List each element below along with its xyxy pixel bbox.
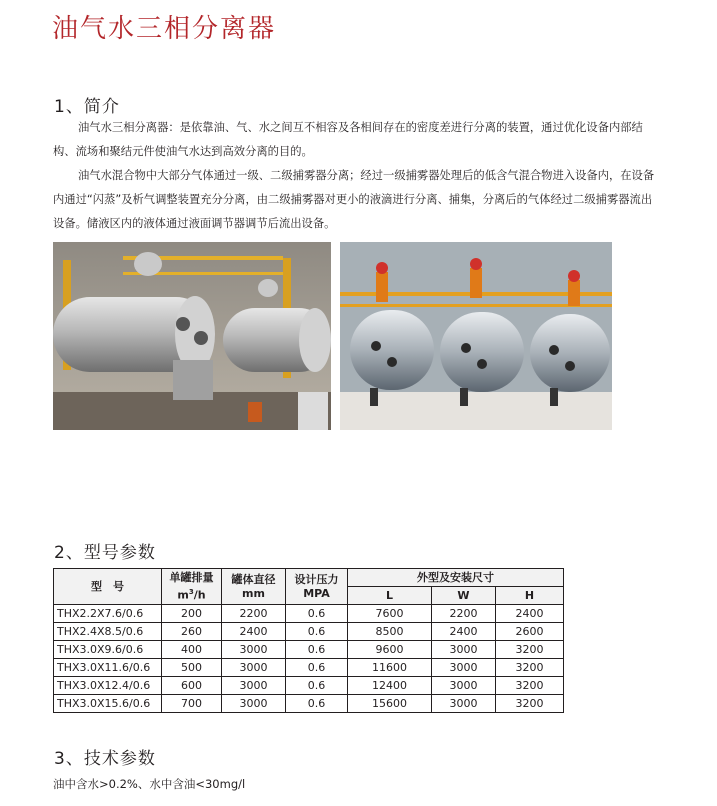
cell-diameter: 2400 [222,623,286,641]
cell-model: THX2.2X7.6/0.6 [54,605,162,623]
cell-flow: 260 [162,623,222,641]
cell-L: 15600 [348,695,432,713]
table-row [54,695,564,713]
cell-model: THX3.0X15.6/0.6 [54,695,162,713]
cell-pressure: 0.6 [286,605,348,623]
cell-flow: 500 [162,659,222,677]
header-flow [162,569,222,605]
header-H: H [496,587,564,605]
cell-W: 3000 [432,695,496,713]
cell-pressure: 0.6 [286,659,348,677]
cell-W: 3000 [432,677,496,695]
cell-W: 3000 [432,641,496,659]
table-row [54,641,564,659]
cell-W: 2400 [432,623,496,641]
cell-W: 2200 [432,605,496,623]
table-row [54,677,564,695]
header-diameter-unit: mm [242,586,265,600]
cell-H: 3200 [496,677,564,695]
separator-photo-2 [340,242,612,430]
header-L: L [348,587,432,605]
separator-photo-2-image [340,242,612,430]
cell-diameter: 2200 [222,605,286,623]
header-diameter-label: 罐体直径 [231,572,276,586]
cell-H: 2400 [496,605,564,623]
header-flow-label: 单罐排量 [169,570,214,584]
model-parameter-table [53,568,564,713]
flow-unit-tail: /h [193,588,206,602]
tech-parameters-text: 油中含水>0.2%、水中含油<30mg/l [53,777,246,791]
table-row [54,659,564,677]
section-heading-models: 2、型号参数 [54,543,156,563]
section-heading-intro: 1、简介 [54,97,120,117]
cell-diameter: 3000 [222,677,286,695]
cell-H: 3200 [496,659,564,677]
cell-flow: 700 [162,695,222,713]
header-dimensions: 外型及安装尺寸 [348,569,564,587]
cell-model: THX3.0X9.6/0.6 [54,641,162,659]
header-pressure [286,569,348,605]
flow-unit-base: m [177,588,189,602]
cell-H: 3200 [496,641,564,659]
cell-L: 7600 [348,605,432,623]
header-model-label: 型 号 [91,579,124,593]
cell-model: THX3.0X12.4/0.6 [54,677,162,695]
cell-model: THX2.4X8.5/0.6 [54,623,162,641]
cell-pressure: 0.6 [286,677,348,695]
cell-pressure: 0.6 [286,623,348,641]
section-heading-tech: 3、技术参数 [54,749,156,769]
header-diameter [222,569,286,605]
intro-paragraph-2 [53,164,663,236]
cell-L: 8500 [348,623,432,641]
cell-L: 9600 [348,641,432,659]
cell-model: THX3.0X11.6/0.6 [54,659,162,677]
cell-flow: 600 [162,677,222,695]
header-W: W [432,587,496,605]
cell-L: 12400 [348,677,432,695]
intro-paragraph-1 [53,116,663,164]
cell-H: 2600 [496,623,564,641]
cell-pressure: 0.6 [286,641,348,659]
intro-paragraph-2-text: 油气水混合物中大部分气体通过一级、二级捕雾器分离；经过一级捕雾器处理后的低含气混合物进入设备内，在设备内通过“闪蒸”及析气调整装置充分分离，由二级捕雾器对更小的液滴进行分离、捕集，分离后的气体经过二级捕雾器流出设备。储液区内的液体通过液面调节器调节后流出设备。 [53,169,655,230]
table-row [54,623,564,641]
cell-W: 3000 [432,659,496,677]
cell-diameter: 3000 [222,659,286,677]
separator-photo-1 [53,242,331,430]
page-title: 油气水三相分离器 [52,14,277,44]
table-row [54,605,564,623]
cell-diameter: 3000 [222,641,286,659]
cell-pressure: 0.6 [286,695,348,713]
separator-photo-1-image [53,242,331,430]
cell-diameter: 3000 [222,695,286,713]
header-flow-unit [162,585,221,603]
header-pressure-unit: MPA [303,586,330,600]
flow-unit-sup: 3 [188,587,194,596]
cell-flow: 400 [162,641,222,659]
header-pressure-label: 设计压力 [294,572,339,586]
intro-paragraph-1-text: 油气水三相分离器：是依靠油、气、水之间互不相容及各相间存在的密度差进行分离的装置，通过优化设备内部结构、流场和聚结元件使油气水达到高效分离的目的。 [53,121,643,158]
cell-H: 3200 [496,695,564,713]
cell-L: 11600 [348,659,432,677]
cell-flow: 200 [162,605,222,623]
header-model [54,569,162,605]
